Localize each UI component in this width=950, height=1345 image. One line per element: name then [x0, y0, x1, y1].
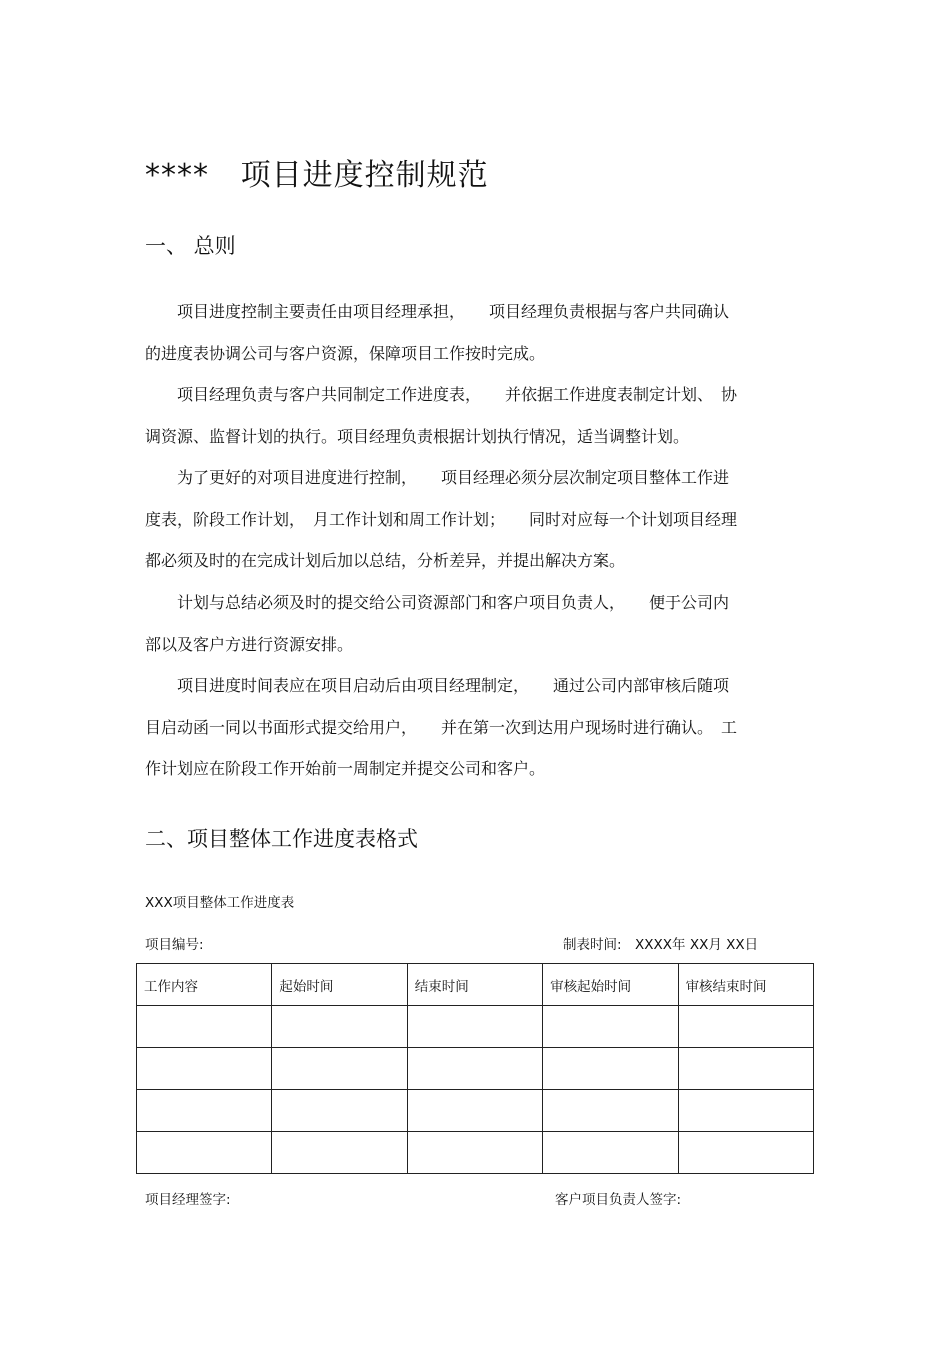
table-cell — [137, 1006, 272, 1048]
section-heading-general: 一、 总则 — [145, 234, 236, 258]
table-row — [137, 1006, 814, 1048]
table-cell — [137, 1090, 272, 1132]
paragraph-line: 的进度表协调公司与客户资源，保障项目工作按时完成。 — [145, 343, 546, 363]
paragraph-line: 调资源、监督计划的执行。项目经理负责根据计划执行情况，适当调整计划。 — [145, 426, 690, 446]
paragraph-line: 作计划应在阶段工作开始前一周制定并提交公司和客户。 — [145, 759, 546, 778]
table-cell — [272, 1090, 407, 1132]
table-cell — [678, 1132, 813, 1174]
table-cell — [678, 1048, 813, 1090]
table-cell — [137, 1132, 272, 1174]
paragraph-line: 计划与总结必须及时的提交给公司资源部门和客户项目负责人， 便于公司内 — [145, 593, 730, 612]
column-header: 结束时间 — [407, 964, 542, 1006]
table-cell — [543, 1048, 678, 1090]
paragraph-5 — [145, 665, 807, 790]
table-cell — [272, 1132, 407, 1174]
table-cell — [407, 1048, 542, 1090]
section-heading-schedule-format: 二、项目整体工作进度表格式 — [145, 827, 418, 851]
table-cell — [407, 1132, 542, 1174]
paragraph-line: 部以及客户方进行资源安排。 — [145, 634, 354, 654]
client-lead-signature-label: 客户项目负责人签字: — [555, 1192, 682, 1208]
table-cell — [543, 1006, 678, 1048]
table-cell — [407, 1090, 542, 1132]
table-cell — [272, 1048, 407, 1090]
paragraph-line: 度表，阶段工作计划， 月工作计划和周工作计划； 同时对应每一个计划项目经理 — [145, 509, 738, 529]
table-cell — [272, 1006, 407, 1048]
paragraph-line: 目启动函一同以书面形式提交给用户， 并在第一次到达用户现场时进行确认。 工 — [145, 717, 738, 737]
creation-date-label: 制表时间: XXXX年 XX月 XX日 — [563, 937, 759, 953]
paragraph-4 — [145, 582, 807, 665]
table-row — [137, 1090, 814, 1132]
paragraph-line: 项目进度控制主要责任由项目经理承担， 项目经理负责根据与客户共同确认 — [145, 302, 730, 321]
paragraph-line: 都必须及时的在完成计划后加以总结，分析差异，并提出解决方案。 — [145, 551, 626, 570]
table-cell — [678, 1090, 813, 1132]
paragraph-line: 为了更好的对项目进度进行控制， 项目经理必须分层次制定项目整体工作进 — [145, 468, 730, 487]
document-title: **** 项目进度控制规范 — [145, 158, 489, 193]
column-header: 审核起始时间 — [543, 964, 678, 1006]
paragraph-2 — [145, 374, 807, 457]
paragraph-line: 项目经理负责与客户共同制定工作进度表， 并依据工作进度表制定计划、 协 — [145, 385, 738, 404]
table-row — [137, 1132, 814, 1174]
table-cell — [407, 1006, 542, 1048]
project-manager-signature-label: 项目经理签字: — [145, 1192, 231, 1208]
paragraph-line: 项目进度时间表应在项目启动后由项目经理制定， 通过公司内部审核后随项 — [145, 676, 730, 695]
table-cell — [543, 1132, 678, 1174]
table-cell — [678, 1006, 813, 1048]
schedule-table — [136, 963, 814, 1174]
table-header-row — [137, 964, 814, 1006]
table-cell — [137, 1048, 272, 1090]
table-title: XXX项目整体工作进度表 — [145, 895, 295, 911]
column-header: 审核结束时间 — [678, 964, 813, 1006]
paragraph-3 — [145, 457, 807, 582]
paragraph-1 — [145, 291, 807, 374]
table-row — [137, 1048, 814, 1090]
column-header: 起始时间 — [272, 964, 407, 1006]
table-cell — [543, 1090, 678, 1132]
column-header: 工作内容 — [137, 964, 272, 1006]
project-number-label: 项目编号: — [145, 937, 204, 953]
